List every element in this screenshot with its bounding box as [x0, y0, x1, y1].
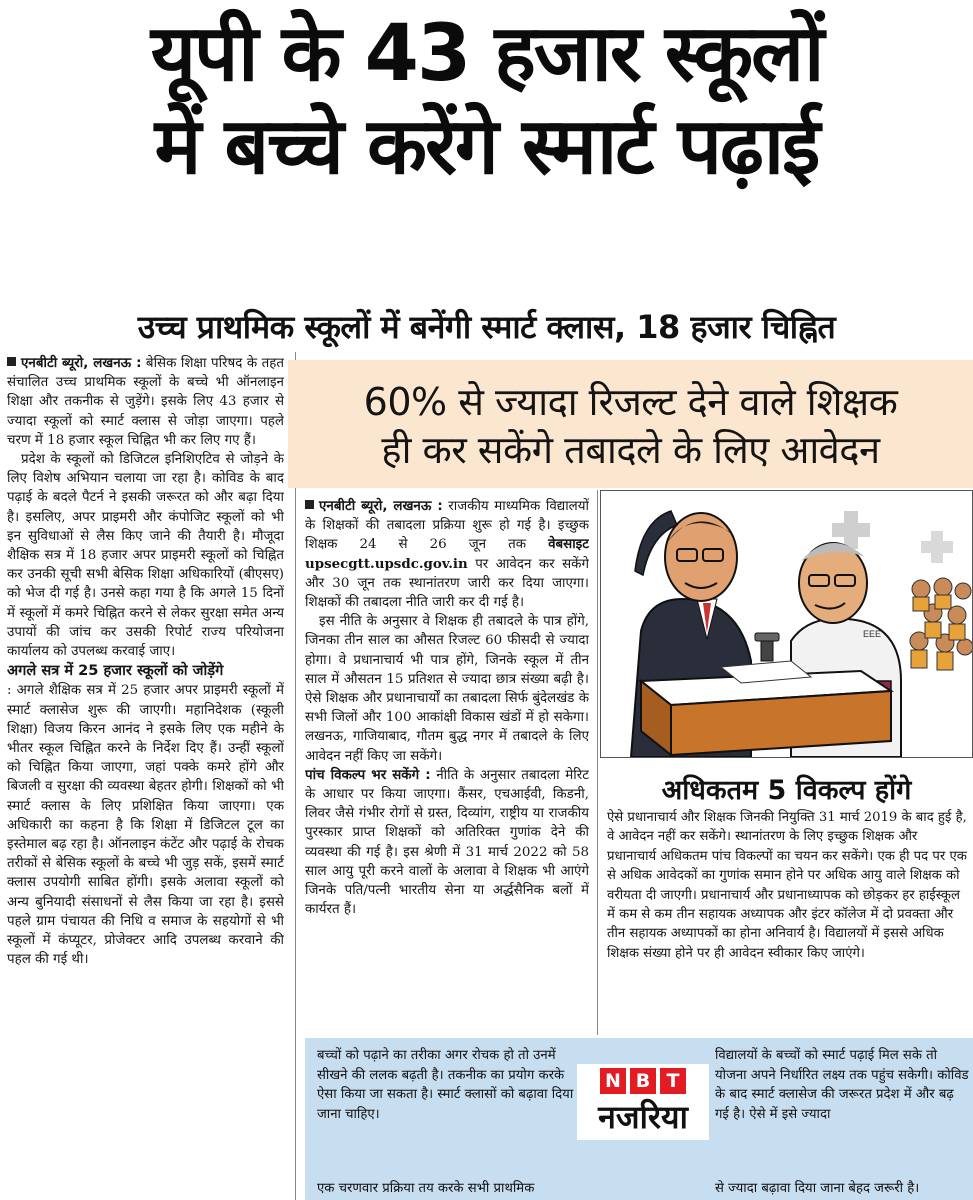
cartoon-shirt-label: EEE	[863, 629, 882, 639]
sidebar-body: ऐसे प्रधानाचार्य और शिक्षक जिनकी नियुक्ति 31 मार्च 2019 के बाद हुई है, वे आवेदन नहीं कर सकेंगे। स्थानांतरण के लिए इच्छुक शिक्षक और प्रधानाचार्य अधिकतम पांच विकल्पों का चयन कर सकेंगे। एक ही पद पर एक से अधिक आवेदकों का गुणांक समान होने पर अधिक आयु वाले शिक्षक को वरीयता दी जाएगी। प्रधानाचार्य और प्रधानाध्यापक को छोड़कर हर हाईस्कूल में कम से कम तीन सहायक अध्यापक और इंटर कॉलेज में दो प्रवक्ता और तीन सहायक अध्यापकों का होना अनिवार्य है। विद्यालयों में इससे अधिक शिक्षक संख्या होने पर ही आवेदन स्वीकार किए जाएंगे।	[607, 810, 967, 961]
nazariya-box	[305, 1038, 973, 1200]
left-story-para-3	[7, 661, 284, 969]
bullet-square-icon	[7, 357, 16, 366]
left-story-para-1	[7, 354, 284, 450]
left-story-para-2: प्रदेश के स्कूलों को डिजिटल इनिशिएटिव से जोड़ने के लिए विशेष अभियान चलाया जा रहा है। कोविड के बाद पढ़ाई के बदले पैटर्न ने इसकी जरूरत को और बढ़ा दिया है। इसलिए, अपर प्राइमरी और कंपोजिट स्कूलों को भी इन सुविधाओं से लैस किए जाने की तैयारी है। मौजूदा शैक्षिक सत्र में 18 हजार अपर प्राइमरी स्कूलों को चिह्नित कर उनकी सूची सभी बेसिक शिक्षा अधिकारियों (बीएसए) को भेज दी गई है। उनसे कहा गया है कि अगले 15 दिनों में स्कूलों में कमरे चिह्नित करने से लेकर सुरक्षा समेत अन्य उपायों की जांच कर उसकी रिपोर्ट राज्य परियोजना कार्यालय को उपलब्ध करवाई जाए।	[7, 452, 284, 660]
bullet-square-icon	[305, 500, 314, 509]
kicker-line-2: ही कर सकेंगे तबादले के लिए आवेदन	[381, 428, 880, 472]
mid-inline-heading: पांच विकल्प भर सकेंगे :	[305, 767, 431, 783]
headline-line-2: में बच्चे करेंगे स्मार्ट पढ़ाई	[154, 101, 819, 192]
nazariya-bottom-right: से ज्यादा बढ़ावा दिया जाना बेहद जरूरी है।	[715, 1181, 920, 1196]
nbt-nazariya-logo	[577, 1064, 709, 1140]
nazariya-logo-word: नजरिया	[598, 1098, 688, 1136]
mid-para-1	[305, 497, 589, 612]
headline	[0, 8, 973, 194]
transfer-story	[305, 497, 589, 1037]
nbt-logo-letter-b: B	[630, 1068, 656, 1094]
cartoon-drawing	[601, 491, 972, 757]
nazariya-bottom-left: एक चरणवार प्रक्रिया तय करके सभी प्राथमिक	[317, 1181, 535, 1196]
mid-para-1b: पर आवेदन कर सकेंगे और 30 जून तक स्थानांतरण जारी कर दिया जाएगा। शिक्षकों की तबादला नीति जारी कर दी गई है।	[305, 556, 589, 611]
mid-para-3-text: नीति के अनुसार तबादला मेरिट के आधार पर किया जाएगा। कैंसर, एचआईवी, किडनी, लिवर जैसे गंभीर रोगों से ग्रस्त, दिव्यांग, राष्ट्रीय या राजकीय पुरस्कार प्राप्त शिक्षकों को अतिरिक्त गुणांक देने की व्यवस्था की गई है। इस श्रेणी में 31 मार्च 2022 को 58 साल आयु पूरी करने वालों के अलावा वे शिक्षक भी आएंगे जिनके पति/पत्नी भारतीय सेना या अर्द्धसैनिक बलों में कार्यरत हैं।	[305, 767, 589, 918]
subheadline: उच्च प्राथमिक स्कूलों में बनेंगी स्मार्ट क्लास, 18 हजार चिह्नित	[137, 308, 836, 346]
left-byline: एनबीटी ब्यूरो, लखनऊ :	[21, 356, 142, 371]
nbt-logo-letter-n: N	[600, 1068, 626, 1094]
mid-para-1a: राजकीय माध्यमिक विद्यालयों के शिक्षकों की तबादला प्रक्रिया शुरू हो गई है। इच्छुक शिक्षक 24 से 26 जून तक	[305, 499, 589, 553]
website-url: वेबसाइट upsecgtt.upsdc.gov.in	[305, 536, 589, 572]
kicker-banner	[288, 360, 973, 488]
mid-para-3	[305, 766, 589, 920]
cartoon-illustration	[600, 490, 973, 758]
mid-byline: एनबीटी ब्यूरो, लखनऊ :	[319, 499, 443, 514]
nazariya-bottom-line	[317, 1178, 967, 1196]
headline-line-1: यूपी के 43 हजार स्कूलों	[150, 9, 823, 99]
left-para-1-text: बेसिक शिक्षा परिषद के तहत संचालित उच्च प्राथमिक स्कूलों के बच्चे भी ऑनलाइन शिक्षा और तकनीक से जुड़ेंगे। इसके लिए 43 हजार से ज्यादा स्कूलों को स्मार्ट क्लास से जोड़ा जाएगा। पहले चरण में 18 हजार स्कूल चिह्नित भी कर लिए गए हैं।	[7, 356, 284, 448]
kicker-line-1: 60% से ज्यादा रिजल्ट देने वाले शिक्षक	[363, 380, 898, 424]
mid-para-2: इस नीति के अनुसार वे शिक्षक ही तबादले के पात्र होंगे, जिनका तीन साल का औसत रिजल्ट 60 फीसदी से ज्यादा होगा। वे प्रधानाचार्य भी पात्र होंगे, जिनके स्कूल में तीन साल में औसतन 15 प्रतिशत से ज्यादा छात्र संख्या बढ़ी है। ऐसे शिक्षक और प्रधानाचार्यों का तबादला सिर्फ बुंदेलखंड के सभी जिलों और 100 आकांक्षी विकास खंडों में हो सकेगा। लखनऊ, गाजियाबाद, गौतम बुद्ध नगर में तबादले के लिए आवेदन नहीं किए जा सकेंगे।	[305, 614, 589, 764]
sidebar-heading: अधिकतम 5 विकल्प होंगे	[661, 775, 912, 806]
left-story	[7, 354, 284, 1200]
left-subheading: अगले सत्र में 25 हजार स्कूलों को जोड़ेंगे	[7, 662, 224, 680]
nazariya-left-text: बच्चों को पढ़ाने का तरीका अगर रोचक हो तो उनमें सीखने की ललक बढ़ती है। तकनीक का प्रयोग करके ऐसा किया जा सकता है। स्मार्ट क्लासों को बढ़ावा दिया जाना चाहिए।	[317, 1048, 574, 1122]
column-divider-right	[597, 490, 598, 1035]
left-para-3-text: : अगले शैक्षिक सत्र में 25 हजार अपर प्राइमरी स्कूलों में स्मार्ट क्लासेज शुरू की जाएगी। महानिदेशक (स्कूली शिक्षा) विजय किरन आनंद ने इसके लिए एक महीने के भीतर स्कूल चिह्नित करने के निर्देश दिए हैं। उन्हीं स्कूलों को चिह्नित किया जाएगा, जहां पक्के कमरे होंगे और बिजली व सुरक्षा की व्यवस्था बेहतर होगी। शिक्षकों को भी स्मार्ट क्लास के लिए प्रशिक्षित किया जाएगा। एक अधिकारी का कहना है कि शिक्षा में डिजिटल टूल का इस्तेमाल बढ़ रहा है। ऑनलाइन कंटेंट और पढ़ाई के रोचक तरीकों से बेसिक स्कूलों के बच्चे भी जुड़ सकें, इसमें स्मार्ट क्लास उपयोगी साबित होंगी। इसके अलावा स्कूलों को अन्य बुनियादी संसाधनों से लैस किया जा रहा है। इससे पहले ग्राम पंचायत की निधि व समाज के सहयोगों से भी स्कूलों में कंप्यूटर, प्रोजेक्टर आदि उपलब्ध करवाने की पहल की गई थी।	[7, 683, 284, 968]
nazariya-right-text: विद्यालयों के बच्चों को स्मार्ट पढ़ाई मिल सके तो योजना अपने निर्धारित लक्ष्य तक पहुंच सकेगी। कोविड के बाद स्मार्ट क्लासेज की जरूरत प्रदेश में और बढ़ गई है। ऐसे में इसे ज्यादा	[715, 1048, 969, 1122]
nbt-logo-letter-t: T	[660, 1068, 686, 1094]
